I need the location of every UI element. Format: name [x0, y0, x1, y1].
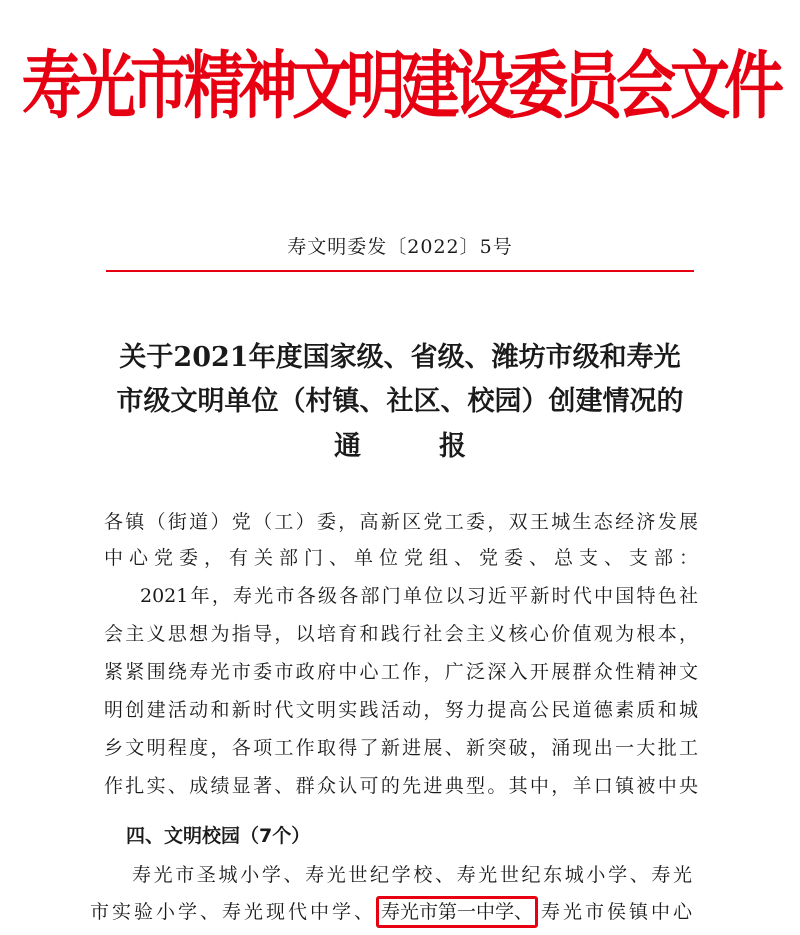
paragraph-line-6: 作扎实、成绩显著、群众认可的先进典型。其中，羊口镇被中央: [104, 775, 698, 797]
highlighted-school: 寿光市第一中学、: [376, 896, 538, 928]
paragraph-line-1: 2021年，寿光市各级各部门单位以习近平新时代中国特色社: [140, 585, 698, 607]
school-list-line-1: 寿光市圣城小学、寿光世纪学校、寿光世纪东城小学、寿光: [132, 864, 692, 886]
paragraph-line-4: 明创建活动和新时代文明实践活动，努力提高公民道德素质和城: [104, 699, 698, 721]
school-list-line-2: [90, 895, 692, 929]
paragraph-line-3: 紧紧围绕寿光市委市政府中心工作，广泛深入开展群众性精神文: [104, 661, 698, 683]
notice-title-line-3: [95, 425, 705, 469]
notice-title-line-1: 关于2021年度国家级、省级、潍坊市级和寿光: [119, 342, 681, 373]
masthead-title: 寿光市精神文明建设委员会文件: [22, 44, 778, 130]
addressee-line-2: 中心党委，有关部门、单位党组、党委、总支、支部：: [104, 547, 698, 569]
school-list-pre: 市实验小学、寿光现代中学、: [90, 901, 376, 923]
red-divider-line: [106, 270, 694, 272]
title-char-bao: 报: [439, 431, 466, 462]
school-list-post: 寿光市侯镇中心: [538, 901, 692, 923]
section-heading: 四、文明校园（7个）: [126, 825, 311, 847]
document-number: 寿文明委发〔2022〕5号: [287, 236, 513, 258]
paragraph-line-5: 乡文明程度，各项工作取得了新进展、新突破，涌现出一大批工: [104, 737, 698, 759]
section-separator: [0, 808, 800, 820]
title-char-tong: 通: [334, 431, 361, 462]
notice-title-line-2: 市级文明单位（村镇、社区、校园）创建情况的: [116, 386, 684, 417]
paragraph-line-2: 会主义思想为指导，以培育和践行社会主义核心价值观为根本，: [104, 623, 698, 645]
addressee-line-1: 各镇（街道）党（工）委，高新区党工委，双王城生态经济发展: [104, 511, 698, 533]
